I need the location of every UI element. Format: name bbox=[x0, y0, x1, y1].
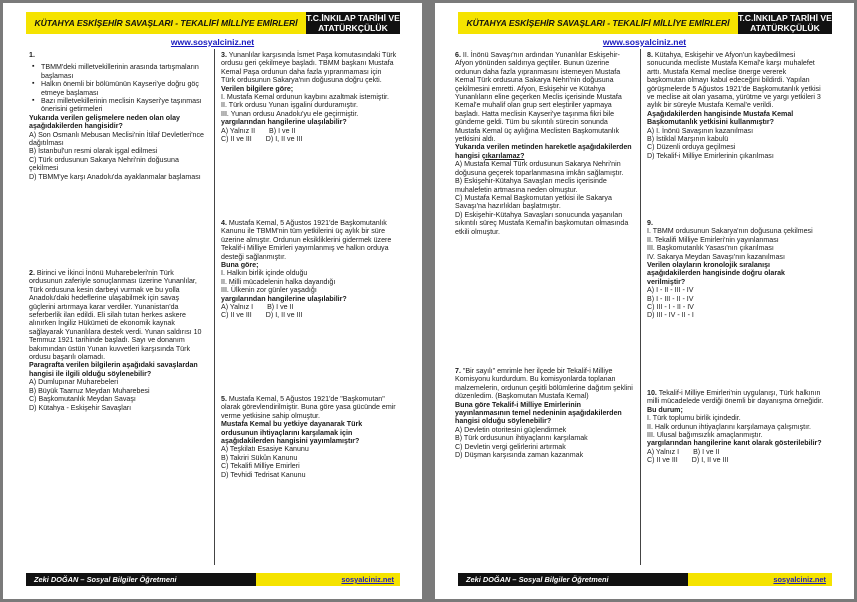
list-item: ▪ Halkın önemli bir bölümünün Kayseri'ye doğru göç etmeye başlaması bbox=[41, 80, 207, 97]
column-divider bbox=[640, 49, 641, 565]
options-row bbox=[221, 303, 397, 311]
page-header bbox=[458, 12, 832, 34]
question-stem: yargılarından hangilerine ulaşılabilir? bbox=[221, 118, 347, 127]
question-stem: Yukarıda verilen gelişmelere neden olan olay aşağıdakilerden hangisidir? bbox=[29, 113, 181, 131]
footer-author: Zeki DOĞAN – Sosyal Bilgiler Öğretmeni bbox=[26, 573, 256, 586]
question-number: 7. bbox=[455, 367, 461, 375]
option-d[interactable]: D) I, II ve III bbox=[691, 456, 729, 465]
statement-item: III. Ulusal bağımsızlık amaçlanmıştır. bbox=[647, 431, 763, 440]
option-a[interactable]: A) Son Osmanlı Mebusan Meclisi'nin İtilaf Devletleri'nce dağıtılması bbox=[29, 130, 204, 148]
option-c[interactable]: C) Düzenli orduya geçilmesi bbox=[647, 143, 736, 152]
worksheet-page-right bbox=[435, 3, 854, 599]
question-6 bbox=[455, 51, 633, 367]
option-a[interactable]: A) Dumlupınar Muharebeleri bbox=[29, 378, 119, 387]
option-a[interactable]: A) Teşkilatı Esasiye Kanunu bbox=[221, 445, 309, 454]
question-stem: Paragrafta verilen bilgilerin aşağıdaki savaşlardan hangisi ile ilgili olduğu söylenebilir? bbox=[29, 361, 198, 378]
statement-item: III. Ülkenin zor günler yaşadığı bbox=[221, 286, 317, 295]
option-b[interactable]: B) Eskişehir-Kütahya Savaşları meclis içerisinde muhalefetin artmasına neden olmuştur. bbox=[455, 177, 607, 194]
question-1 bbox=[29, 51, 207, 269]
option-a[interactable]: A) I - II - III - IV bbox=[647, 286, 694, 295]
question-number: 9. bbox=[647, 219, 653, 227]
footer-link[interactable]: sosyalciniz.net bbox=[773, 575, 826, 584]
option-d[interactable]: D) III - IV - II - I bbox=[647, 311, 694, 320]
footer-link[interactable]: sosyalciniz.net bbox=[341, 575, 394, 584]
right-column-b bbox=[647, 51, 825, 465]
list-item: ▪ Bazı milletvekillerinin meclisin Kayseri'ye taşınması önerisini getirmeleri bbox=[41, 97, 207, 114]
statement-item: I. TBMM ordusunun Sakarya'nın doğusuna çekilmesi bbox=[647, 227, 813, 236]
option-c[interactable]: C) Başkomutanlık Meydan Savaşı bbox=[29, 395, 136, 404]
option-d[interactable]: D) I, II ve III bbox=[265, 135, 303, 144]
question-given: Bu durum; bbox=[647, 405, 683, 414]
statement-item: III. Yunan ordusu Anadolu'yu ele geçirmiştir. bbox=[221, 109, 359, 118]
option-a[interactable]: A) Devletin otoritesini güçlendirmek bbox=[455, 425, 567, 434]
site-link[interactable]: www.sosyalciniz.net bbox=[170, 37, 255, 47]
left-column-b bbox=[221, 51, 397, 479]
question-number: 2. bbox=[29, 269, 35, 277]
option-b[interactable]: B) Türk ordusunun ihtiyaçlarını karşılamak bbox=[455, 434, 588, 443]
footer-author: Zeki DOĞAN – Sosyal Bilgiler Öğretmeni bbox=[458, 573, 688, 586]
question-given: Buna göre; bbox=[221, 261, 259, 270]
header-brand-line2: ATATÜRKÇÜLÜK bbox=[750, 23, 820, 33]
option-a[interactable]: A) Yalnız I bbox=[221, 303, 254, 312]
question-stem: Buna göre Tekalif-i Milliye Emirlerinin yayınlanmasının temel nedeninin aşağıdakilerden hangisi olduğu söylenebilir? bbox=[455, 400, 622, 426]
question-number: 1. bbox=[29, 51, 35, 59]
question-stem: Yukarıda verilen metinden hareketle aşağıdakilerden hangisi bbox=[455, 143, 632, 160]
question-text: Mustafa Kemal, 5 Ağustos 1921'de Başkomutanlık Kanunu ile TBMM'nin tüm yetkilerini üç aylık bir süre üzerine almıştır. Ordunun eksikliklerini gidermek üzere Tekalif-i Milliye Emirleri yayımlanmış ve halkın orduya desteği sağlanmıştır. bbox=[221, 219, 392, 261]
site-link[interactable]: www.sosyalciniz.net bbox=[602, 37, 687, 47]
question-number: 6. bbox=[455, 51, 461, 59]
question-number: 10. bbox=[647, 389, 657, 397]
question-number: 8. bbox=[647, 51, 653, 59]
statement-item: II. Türk ordusu Yunan işgalini durduramıştır. bbox=[221, 101, 358, 110]
option-b[interactable]: B) I - III - II - IV bbox=[647, 294, 694, 303]
question-stem: Mustafa Kemal bu yetkiye dayanarak Türk ordusunun ihtiyaçlarını karşılamak için aşağıdakilerden hangisini yayımlamıştır? bbox=[221, 420, 363, 446]
question-10 bbox=[647, 389, 825, 465]
option-b[interactable]: B) Takriri Sükûn Kanunu bbox=[221, 453, 298, 462]
question-8 bbox=[647, 51, 825, 219]
option-d[interactable]: D) I, II ve III bbox=[265, 311, 303, 320]
column-divider bbox=[214, 49, 215, 565]
header-brand-line1: T.C.İNKILAP TARİHİ VE bbox=[738, 13, 832, 23]
page-footer bbox=[458, 573, 832, 586]
header-title: KÜTAHYA ESKİŞEHİR SAVAŞLARI - TEKALİFİ MİLLİYE EMİRLERİ bbox=[26, 12, 306, 34]
options-row bbox=[221, 311, 397, 319]
question-number: 4. bbox=[221, 219, 227, 227]
header-brand-line2: ATATÜRKÇÜLÜK bbox=[318, 23, 388, 33]
page-header bbox=[26, 12, 400, 34]
question-stem-emphasis: çıkarılamaz? bbox=[481, 151, 525, 160]
question-text: II. İnönü Savaşı'nın ardından Yunanlılar Eskişehir-Afyon yönünden saldırıya geçtiler. Bunun üzerine ordunun daha fazla yıpranmasını istemeyen Mustafa Kemal Türk ordusuna Sakarya Nehri'nin doğusuna çekilmesini emretti. Afyon, Eskişehir ve Kütahya Yunanlıların eline geçerken Meclis içerisinde Mustafa Kemal'e muhalif olan grup sert eleştiriler yapmaya başladı. Hatta meclisin Kayseri'ye taşınma fikri bile gündeme geldi. Tüm bu sıkıntılı sürecin sonunda Mustafa Kemal üç aylığına Meclisten Başkomutanlık yetkisini aldı. bbox=[455, 51, 622, 144]
question-text: Mustafa Kemal, 5 Ağustos 1921'de "Başkomutan" olarak görevlendirilmiştir. Buna göre yasa gücünde emir verme yetkisine sahip olmuştur. bbox=[221, 395, 396, 420]
statement-item: II. Halk ordunun ihtiyaçlarını karşılamaya çalışmıştır. bbox=[647, 422, 812, 431]
header-brand bbox=[738, 12, 832, 34]
option-c[interactable]: C) Tekalifi Milliye Emirleri bbox=[221, 462, 300, 471]
question-4 bbox=[221, 219, 397, 395]
option-d[interactable]: D) Kütahya - Eskişehir Savaşları bbox=[29, 403, 132, 412]
options-row bbox=[647, 456, 825, 464]
bullet-list bbox=[29, 63, 207, 113]
statement-item: I. Mustafa Kemal ordunun kaybını azaltmak istemiştir. bbox=[221, 93, 389, 102]
option-c[interactable]: C) II ve III bbox=[647, 456, 678, 465]
question-stem: yargılarından hangilerine kanıt olarak gösterilebilir? bbox=[647, 439, 822, 448]
option-b[interactable]: B) I ve II bbox=[693, 447, 720, 456]
statement-item: I. Türk toplumu birlik içindedir. bbox=[647, 414, 741, 423]
question-text: Tekalif-i Milliye Emirleri'nin uygulanışı, Türk halkının milli mücadelede verdiği önemli bir dayanışma örneğidir. bbox=[647, 389, 824, 406]
option-d[interactable]: D) TBMM'ye karşı Anadolu'da ayaklanmalar başlaması bbox=[29, 172, 201, 181]
worksheet-page-left bbox=[3, 3, 422, 599]
option-b[interactable]: B) İstanbul'un resmi olarak işgal edilmesi bbox=[29, 147, 158, 156]
option-a[interactable]: A) Yalnız I bbox=[647, 447, 680, 456]
option-b[interactable]: B) İstiklal Marşının kabulü bbox=[647, 135, 729, 144]
question-9 bbox=[647, 219, 825, 389]
question-text: Yunanlılar karşısında İsmet Paşa komutasındaki Türk ordusu geri çekilmeye başladı. TBMM başkanı Mustafa Kemal Paşa ordunun daha fazla yıpranmaması için Türk ordusunun Sakarya'nın doğusuna doğru çekti. bbox=[221, 51, 397, 85]
statement-item: IV. Sakarya Meydan Savaşı'nın kazanılması bbox=[647, 252, 785, 261]
option-c[interactable]: C) Türk ordusunun Sakarya Nehri'nin doğusuna çekilmesi bbox=[29, 155, 179, 173]
question-stem: yargılarından hangilerine ulaşılabilir? bbox=[221, 294, 347, 303]
question-stem: Verilen olayların kronolojik sıralanışı aşağıdakilerden hangisinde doğru olarak verilmiştir? bbox=[647, 261, 785, 286]
question-number: 5. bbox=[221, 395, 227, 403]
question-stem: Aşağıdakilerden hangisinde Mustafa Kemal Başkomutanlık yetkisini kullanmıştır? bbox=[647, 109, 794, 127]
question-text: "Bir sayılı" emrimle her ilçede bir Tekalif-i Milliye Komisyonu kurdurdum. Bu komisyonlarda toplanan malzemelerin, ordunun çeşitli bölümlerine dağıtım şeklini düzenledim. (Başkomutan Mustafa Kemal) bbox=[455, 367, 633, 401]
option-a[interactable]: A) Mustafa Kemal Türk ordusunun Sakarya Nehri'nin doğusuna geçerek toparlanmasına imkân sağlamıştır. bbox=[455, 160, 624, 177]
right-column-a bbox=[455, 51, 633, 459]
question-2 bbox=[29, 269, 207, 412]
option-b[interactable]: B) Büyük Taarruz Meydan Muharebesi bbox=[29, 386, 150, 395]
header-title: KÜTAHYA ESKİŞEHİR SAVAŞLARI - TEKALİFİ MİLLİYE EMİRLERİ bbox=[458, 12, 738, 34]
left-column-a bbox=[29, 51, 207, 412]
statement-item: III. Başkomutanlık Yasası'nın çıkarılması bbox=[647, 244, 774, 253]
option-c[interactable]: C) II ve III bbox=[221, 311, 252, 320]
statement-item: I. Halkın birlik içinde olduğu bbox=[221, 269, 308, 278]
question-3 bbox=[221, 51, 397, 219]
question-7 bbox=[455, 367, 633, 459]
question-text: Kütahya, Eskişehir ve Afyon'un kaybedilmesi sonucunda mecliste Mustafa Kemal'e karşı muhalefet arttı. Mustafa Kemal meclise önerge vererek başkomutan olmayı kabul edeceğini bildirdi. Yapılan görüşmelerde 5 Ağustos 1921'de Başkomutanlık yetkisi ve meclise ait olan yasama, yürütme ve yargı yetkileri 3 aylık bir süreyle Mustafa Kemal'e verildi. bbox=[647, 51, 821, 110]
option-d[interactable]: D) Düşman karşısında zaman kazanmak bbox=[455, 451, 584, 460]
option-d[interactable]: D) Eskişehir-Kütahya Savaşları sonucunda yaşanılan sıkıntılı süreç Mustafa Kemal'in başkomutan olmasında etkili olmuştur. bbox=[455, 210, 629, 236]
option-a[interactable]: A) Yalnız II bbox=[221, 126, 256, 135]
option-c[interactable]: C) Devletin vergi gelirlerini artırmak bbox=[455, 442, 566, 451]
page-footer bbox=[26, 573, 400, 586]
option-d[interactable]: D) Tevhidi Tedrisat Kanunu bbox=[221, 470, 306, 479]
list-item: ▪ TBMM'deki milletvekillerinin arasında tartışmaların başlaması bbox=[41, 63, 207, 80]
statement-item: II. Tekalifi Milliye Emirleri'nin yayınlanması bbox=[647, 235, 779, 244]
option-b[interactable]: B) I ve II bbox=[269, 126, 296, 135]
option-c[interactable]: C) III - I - II - IV bbox=[647, 303, 694, 312]
option-a[interactable]: A) I. İnönü Savaşının kazanılması bbox=[647, 126, 754, 135]
header-brand-line1: T.C.İNKILAP TARİHİ VE bbox=[306, 13, 400, 23]
question-text: Birinci ve İkinci İnönü Muharebeleri'nin Türk ordusunun zaferiyle sonuçlanması üzerine Yunanlılar, Türk ordusuna kesin darbeyi vurmak ve bu yolla Anadolu'daki hedeflerine ulaşabilmek için savaş güçlerini artırmaya karar verdiler. Yunanistan'da seferberlik ilan edildi. Eli silah tutan herkes askere alınırken İngiliz Hükümeti de ekonomik kaynak sağlayarak Yunanlılara destek verdi. Yunan saldırısı 10 Temmuz 1921 tarihinde başladı. Sayı ve donanım bakımından üstün Yunan kuvvetleri karşısında Türk ordusu başarılı olamadı. bbox=[29, 269, 202, 362]
option-d[interactable]: D) Tekalif-i Milliye Emirlerinin çıkarılması bbox=[647, 151, 774, 160]
options-row bbox=[221, 127, 397, 135]
statement-item: II. Milli mücadelenin halka dayandığı bbox=[221, 277, 336, 286]
option-c[interactable]: C) II ve III bbox=[221, 135, 252, 144]
option-c[interactable]: C) Mustafa Kemal Başkomutan yetkisi ile Sakarya Savaşı'na hazırlıkları başlatmıştır. bbox=[455, 193, 612, 211]
header-brand bbox=[306, 12, 400, 34]
question-given: Verilen bilgilere göre; bbox=[221, 84, 294, 93]
question-5 bbox=[221, 395, 397, 479]
question-number: 3. bbox=[221, 51, 227, 59]
option-b[interactable]: B) I ve II bbox=[267, 303, 294, 312]
options-row bbox=[647, 448, 825, 456]
options-row bbox=[221, 135, 397, 143]
